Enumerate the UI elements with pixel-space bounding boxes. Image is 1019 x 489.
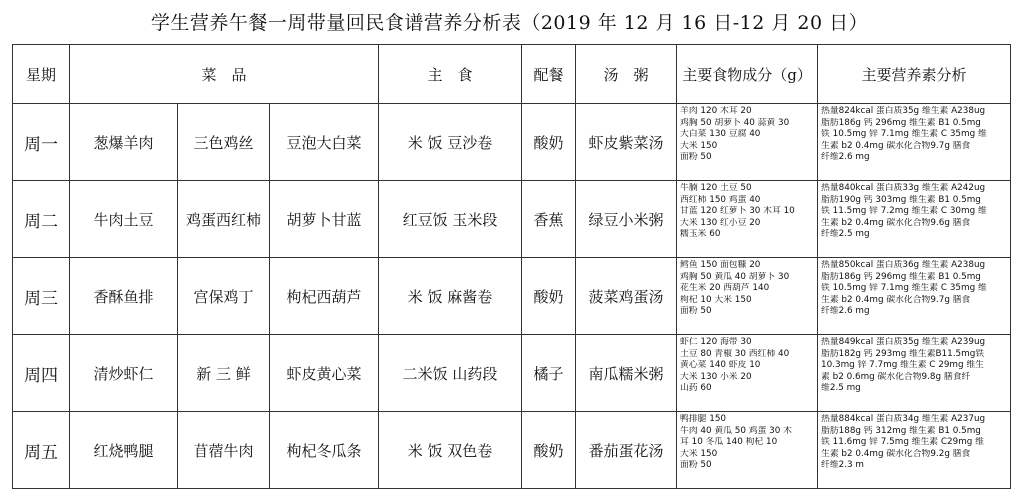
ingredients-line: 面粉 50: [680, 306, 712, 316]
nutrition-line: 纤维2.5 mg: [821, 229, 870, 239]
nutrition-line: 纤维2.6 mg: [821, 152, 870, 162]
header-ingredients: 主要食物成分（g）: [677, 45, 818, 104]
ingredients-line: 大米 130 小米 20: [680, 371, 752, 382]
ingredients-cell: [677, 335, 818, 412]
nutrition-line: 铁 10.5mg 锌 7.1mg 维生素 C 35mg 维: [821, 283, 987, 293]
table-row: [13, 258, 1011, 335]
table-row: [13, 412, 1011, 489]
ingredients-line: 山药 60: [680, 383, 712, 393]
ingredients-line: 大米 150: [680, 448, 718, 459]
nutrition-line: 生素 b2 0.4mg 碳水化合物9.6g 膳食: [821, 217, 971, 228]
staple-cell: 二米饭 山药段: [379, 335, 522, 412]
nutrition-line: 生素 b2 0.4mg 碳水化合物9.2g 膳食: [821, 448, 971, 459]
ingredients-line: 糯玉米 60: [680, 229, 721, 239]
nutrition-line: 铁 11.5mg 锌 7.2mg 维生素 C 30mg 维: [821, 206, 987, 216]
soup-cell: 菠菜鸡蛋汤: [576, 258, 677, 335]
nutrition-line: 生素 b2 0.4mg 碳水化合物9.7g 膳食: [821, 140, 971, 151]
nutrition-line: 热量824kcal 蛋白质35g 维生素 A238ug: [821, 106, 986, 116]
soup-cell: 南瓜糯米粥: [576, 335, 677, 412]
ingredients-cell: [677, 181, 818, 258]
nutrition-line: 10.3mg 锌 7.7mg 维生素 C 29mg 维生: [821, 360, 984, 370]
side-cell: 橘子: [522, 335, 576, 412]
dish-cell: 香酥鱼排: [70, 258, 178, 335]
nutrition-line: 热量840kcal 蛋白质33g 维生素 A242ug: [821, 183, 986, 193]
ingredients-line: 大米 150: [680, 140, 718, 151]
nutrition-line: 脂肪186g 钙 296mg 维生素 B1 0.5mg: [821, 271, 981, 282]
dish-cell: 三色鸡丝: [178, 104, 270, 181]
header-nutrition: 主要营养素分析: [818, 45, 1011, 104]
dish-cell: 新 三 鲜: [178, 335, 270, 412]
nutrition-line: 生素 b2 0.4mg 碳水化合物9.7g 膳食: [821, 294, 971, 305]
nutrition-cell: [818, 181, 1011, 258]
header-day: 星期: [13, 45, 70, 104]
header-side: 配餐: [522, 45, 576, 104]
ingredients-cell: [677, 412, 818, 489]
staple-cell: 米 饭 双色卷: [379, 412, 522, 489]
nutrition-line: 脂肪186g 钙 296mg 维生素 B1 0.5mg: [821, 117, 981, 128]
ingredients-line: 面粉 50: [680, 152, 712, 162]
table-row: [13, 335, 1011, 412]
side-cell: 香蕉: [522, 181, 576, 258]
ingredients-line: 面粉 50: [680, 460, 712, 470]
dish-cell: 牛肉土豆: [70, 181, 178, 258]
page-title: 学生营养午餐一周带量回民食谱营养分析表（2019 年 12 月 16 日-12 月 20 日）: [150, 12, 869, 34]
ingredients-line: 西红柿 150 鸡蛋 40: [680, 194, 761, 205]
ingredients-line: 羊肉 120 木耳 20: [680, 106, 752, 116]
nutrition-cell: [818, 258, 1011, 335]
ingredients-line: 大米 130 红小豆 20: [680, 217, 761, 228]
ingredients-line: 大白菜 130 豆腐 40: [680, 129, 761, 139]
dish-cell: 苜蓿牛肉: [178, 412, 270, 489]
ingredients-line: 枸杞 10 大米 150: [680, 294, 752, 305]
side-cell: 酸奶: [522, 104, 576, 181]
ingredients-line: 牛肉 40 黄瓜 50 鸡蛋 30 木: [680, 425, 792, 436]
nutrition-line: 铁 11.6mg 锌 7.5mg 维生素 C29mg 维: [821, 437, 984, 447]
nutrition-line: 热量850kcal 蛋白质36g 维生素 A238ug: [821, 260, 986, 270]
day-cell: 周一: [13, 104, 70, 181]
soup-cell: 绿豆小米粥: [576, 181, 677, 258]
header-staple: 主 食: [379, 45, 522, 104]
ingredients-cell: [677, 258, 818, 335]
staple-cell: 红豆饭 玉米段: [379, 181, 522, 258]
header-row: [13, 45, 1011, 104]
day-cell: 周五: [13, 412, 70, 489]
nutrition-line: 热量849kcal 蛋白质35g 维生素 A239ug: [821, 337, 986, 347]
ingredients-line: 鳕鱼 150 面包糠 20: [680, 260, 761, 270]
dish-cell: 葱爆羊肉: [70, 104, 178, 181]
table-row: [13, 181, 1011, 258]
ingredients-line: 牛腩 120 土豆 50: [680, 183, 752, 193]
day-cell: 周二: [13, 181, 70, 258]
dish-cell: 豆泡大白菜: [270, 104, 379, 181]
day-cell: 周四: [13, 335, 70, 412]
nutrition-cell: [818, 335, 1011, 412]
ingredients-line: 鸡胸 50 黄瓜 40 胡萝卜 30: [680, 271, 790, 282]
day-cell: 周三: [13, 258, 70, 335]
nutrition-cell: [818, 412, 1011, 489]
ingredients-line: 耳 10 冬瓜 140 枸杞 10: [680, 437, 778, 447]
ingredients-line: 土豆 80 青椒 30 西红柿 40: [680, 348, 790, 359]
nutrition-line: 脂肪190g 钙 303mg 维生素 B1 0.5mg: [821, 194, 981, 205]
nutrition-line: 脂肪188g 钙 312mg 维生素 B1 0.5mg: [821, 425, 981, 436]
nutrition-cell: [818, 104, 1011, 181]
dish-cell: 枸杞西葫芦: [270, 258, 379, 335]
dish-cell: 胡萝卜甘蓝: [270, 181, 379, 258]
nutrition-line: 维2.5 mg: [821, 383, 861, 393]
dish-cell: 红烧鸭腿: [70, 412, 178, 489]
dish-cell: 鸡蛋西红柿: [178, 181, 270, 258]
side-cell: 酸奶: [522, 412, 576, 489]
dish-cell: 宫保鸡丁: [178, 258, 270, 335]
ingredients-line: 黄心菜 140 虾皮 10: [680, 360, 761, 370]
ingredients-line: 甘蓝 120 红萝卜 30 木耳 10: [680, 206, 795, 216]
ingredients-line: 鸡胸 50 胡萝卜 40 蒜黄 30: [680, 117, 790, 128]
ingredients-line: 花生米 20 西葫芦 140: [680, 283, 770, 293]
ingredients-cell: [677, 104, 818, 181]
header-soup: 汤 粥: [576, 45, 677, 104]
nutrition-line: 热量884kcal 蛋白质34g 维生素 A237ug: [821, 414, 986, 424]
ingredients-line: 鸭排腿 150: [680, 414, 727, 424]
staple-cell: 米 饭 麻酱卷: [379, 258, 522, 335]
dish-cell: 枸杞冬瓜条: [270, 412, 379, 489]
nutrition-line: 素 b2 0.6mg 碳水化合物9.8g 膳食纤: [821, 371, 971, 382]
nutrition-line: 脂肪182g 钙 293mg 维生素B11.5mg铁: [821, 348, 985, 359]
dish-cell: 虾皮黄心菜: [270, 335, 379, 412]
side-cell: 酸奶: [522, 258, 576, 335]
soup-cell: 番茄蛋花汤: [576, 412, 677, 489]
table-row: [13, 104, 1011, 181]
nutrition-line: 纤维2.3 m: [821, 460, 864, 470]
nutrition-line: 铁 10.5mg 锌 7.1mg 维生素 C 35mg 维: [821, 129, 987, 139]
header-dishes: 菜 品: [70, 45, 379, 104]
nutrition-line: 纤维2.6 mg: [821, 306, 870, 316]
staple-cell: 米 饭 豆沙卷: [379, 104, 522, 181]
menu-table: [12, 44, 1011, 489]
ingredients-line: 虾仁 120 海带 30: [680, 337, 752, 347]
table-body: [13, 104, 1011, 489]
dish-cell: 清炒虾仁: [70, 335, 178, 412]
soup-cell: 虾皮紫菜汤: [576, 104, 677, 181]
